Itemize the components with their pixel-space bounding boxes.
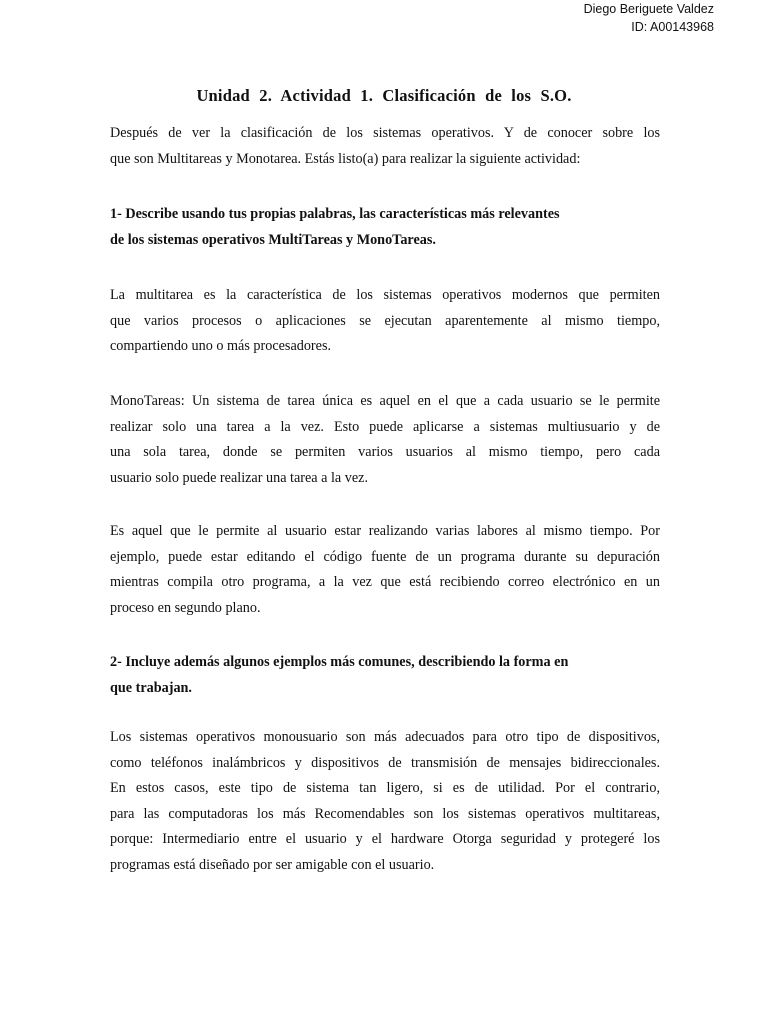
answer-line: porque: Intermediario entre el usuario y el hardware Otorga seguridad y protegeré los: [110, 831, 660, 847]
answer-line: que varios procesos o aplicaciones se ejecutan aparentemente al mismo tiempo,: [110, 312, 660, 329]
intro-paragraph: [110, 121, 660, 172]
answer-line: compartiendo uno o más procesadores.: [110, 338, 332, 354]
question-2-line: que trabajan.: [110, 679, 192, 696]
question-1-line: 1- Describe usando tus propias palabras, las características más relevantes: [110, 206, 560, 222]
answer-2-paragraph: [110, 725, 660, 878]
author-name: Diego Beriguete Valdez: [583, 2, 714, 16]
answer-line: Los sistemas operativos monousuario son más adecuados para otro tipo de dispositivos,: [110, 729, 660, 745]
author-header: [584, 0, 714, 36]
answer-line: Es aquel que le permite al usuario estar realizando varias labores al mismo tiempo. Por: [110, 523, 660, 539]
answer-line: La multitarea es la característica de los sistemas operativos modernos que permiten: [110, 287, 660, 303]
question-1: [110, 202, 660, 253]
question-2: [110, 650, 660, 701]
answer-line: proceso en segundo plano.: [110, 599, 261, 616]
intro-line: Después de ver la clasificación de los sistemas operativos. Y de conocer sobre los: [110, 125, 660, 141]
intro-line: que son Multitareas y Monotarea. Estás listo(a) para realizar la siguiente actividad:: [110, 150, 581, 167]
answer-extra-paragraph: [110, 519, 660, 621]
answer-line: como teléfonos inalámbricos y dispositivos de transmisión de mensajes bidireccionales.: [110, 754, 660, 771]
answer-line: para las computadoras los más Recomendables son los sistemas operativos multitareas,: [110, 805, 660, 822]
question-1-line: de los sistemas operativos MultiTareas y MonoTareas.: [110, 231, 436, 248]
answer-line: mientras compila otro programa, a la vez que está recibiendo correo electrónico en un: [110, 574, 660, 590]
answer-line: ejemplo, puede estar editando el código fuente de un programa durante su depuración: [110, 548, 660, 565]
answer-line: MonoTareas: Un sistema de tarea única es aquel en el que a cada usuario se le permite: [110, 393, 660, 409]
answer-line: realizar solo una tarea a la vez. Esto puede aplicarse a sistemas multiusuario y de: [110, 418, 660, 435]
student-id: ID: A00143968: [631, 20, 714, 34]
document-title: Unidad 2. Actividad 1. Clasificación de los S.O.: [196, 86, 572, 105]
answer-line: En estos casos, este tipo de sistema tan ligero, si es de utilidad. Por el contrario,: [110, 780, 660, 796]
answer-monotareas-paragraph: [110, 389, 660, 491]
answer-multitarea-paragraph: [110, 283, 660, 360]
answer-line: programas está diseñado por ser amigable con el usuario.: [110, 856, 435, 873]
answer-line: usuario solo puede realizar una tarea a la vez.: [110, 469, 369, 486]
question-2-line: 2- Incluye además algunos ejemplos más comunes, describiendo la forma en: [110, 654, 569, 670]
answer-line: una sola tarea, donde se permiten varios usuarios al mismo tiempo, pero cada: [110, 444, 660, 460]
